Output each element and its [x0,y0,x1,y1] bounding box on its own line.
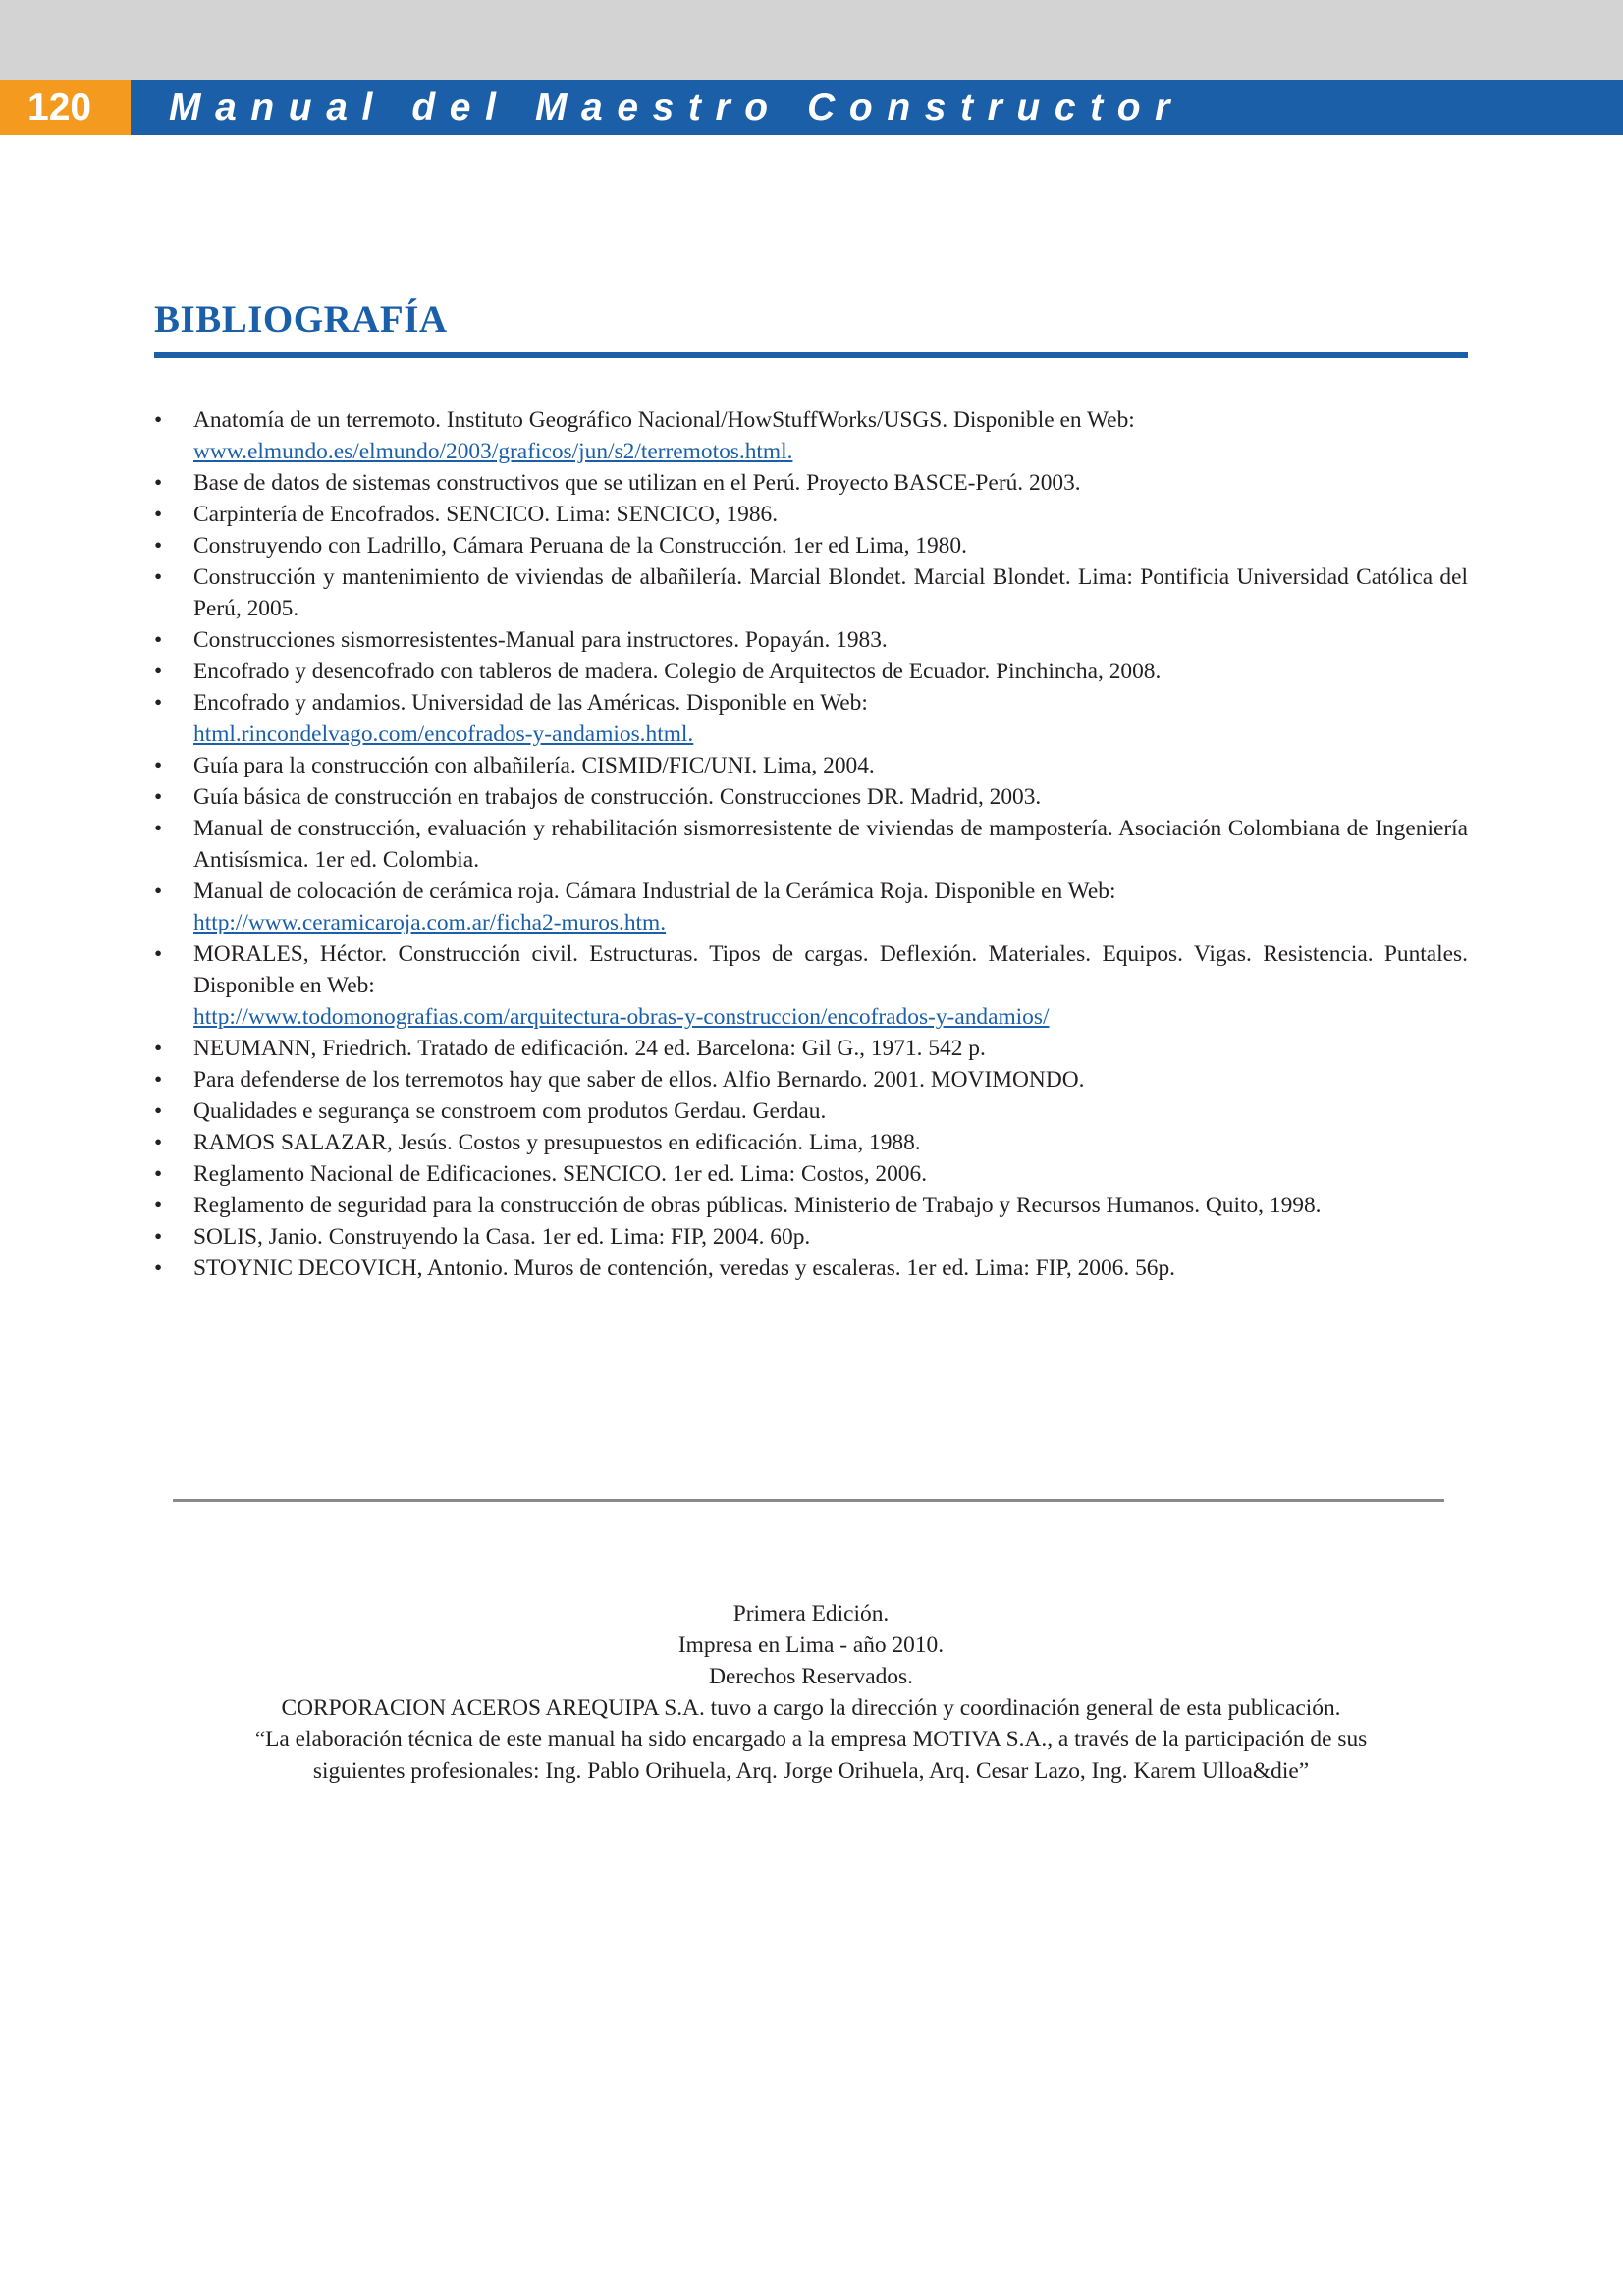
footer-divider [173,1499,1444,1502]
bullet-icon: • [154,659,163,684]
bibliography-entry [154,467,1468,499]
bibliography-list [154,404,1468,1284]
bullet-icon: • [154,1067,163,1093]
colophon-line: Derechos Reservados. [709,1664,913,1689]
bibliography-entry [154,938,1468,1033]
bullet-icon: • [154,564,163,590]
bibliography-entry [154,1095,1468,1127]
bibliography-entry-text: NEUMANN, Friedrich. Tratado de edificación. 24 ed. Barcelona: Gil G., 1971. 542 p. [193,1036,986,1061]
bullet-icon: • [154,407,163,433]
bibliography-entry-text: Qualidades e segurança se constroem com produtos Gerdau. Gerdau. [193,1098,827,1124]
bullet-icon: • [154,533,163,559]
bullet-icon: • [154,690,163,716]
bibliography-entry-link[interactable]: www.elmundo.es/elmundo/2003/graficos/jun/s2/terremotos.html. [193,439,793,464]
bullet-icon: • [154,941,163,967]
bibliography-entry [154,876,1468,938]
bullet-icon: • [154,1255,163,1281]
colophon-line: siguientes profesionales: Ing. Pablo Orihuela, Arq. Jorge Orihuela, Arq. Cesar Lazo, Ing. Karem Ulloa&die” [312,1758,1310,1784]
colophon [154,1598,1468,1787]
bibliography-entry [154,561,1468,624]
bullet-icon: • [154,816,163,841]
bullet-icon: • [154,627,163,653]
bibliography-entry-text: Guía para la construcción con albañilería. CISMID/FIC/UNI. Lima, 2004. [193,753,875,778]
bibliography-entry [154,1190,1468,1221]
bibliography-entry-text: Para defenderse de los terremotos hay que saber de ellos. Alfio Bernardo. 2001. MOVIMONDO. [193,1067,1085,1093]
bibliography-entry-text: SOLIS, Janio. Construyendo la Casa. 1er ed. Lima: FIP, 2004. 60p. [193,1224,811,1250]
bibliography-entry-text: Construyendo con Ladrillo, Cámara Peruana de la Construcción. 1er ed Lima, 1980. [193,533,967,559]
bibliography-entry-text: Guía básica de construcción en trabajos de construcción. Construcciones DR. Madrid, 2003. [193,784,1042,810]
bibliography-entry-text: Encofrado y andamios. Universidad de las Américas. Disponible en Web: [193,690,868,716]
bullet-icon: • [154,1193,163,1218]
bibliography-entry [154,1158,1468,1190]
bullet-icon: • [154,784,163,810]
bibliography-entry [154,687,1468,750]
bibliography-entry-text: Construcción y mantenimiento de viviendas de albañilería. Marcial Blondet. Marcial Blondet. Lima: Pontificia Universidad Católica del Perú, 2005. [193,564,1468,621]
page-number: 120 [0,80,131,135]
bullet-icon: • [154,879,163,904]
top-gray-band [0,0,1623,80]
bibliography-entry [154,656,1468,687]
bullet-icon: • [154,1130,163,1155]
bibliography-entry-text: STOYNIC DECOVICH, Antonio. Muros de contención, veredas y escaleras. 1er ed. Lima: FIP, 2006. 56p. [193,1255,1176,1281]
bibliography-entry [154,499,1468,530]
bullet-icon: • [154,502,163,527]
bibliography-entry-text: Manual de construcción, evaluación y rehabilitación sismorresistente de viviendas de mampostería. Asociación Colombiana de Ingeniería Antisísmica. 1er ed. Colombia. [193,816,1468,873]
bibliography-entry-text: Anatomía de un terremoto. Instituto Geográfico Nacional/HowStuffWorks/USGS. Disponible en Web: [193,407,1135,433]
bibliography-entry [154,1033,1468,1064]
title-divider [154,352,1468,358]
bibliography-entry [154,1127,1468,1158]
bibliography-entry [154,530,1468,561]
bibliography-entry-text: Reglamento Nacional de Edificaciones. SENCICO. 1er ed. Lima: Costos, 2006. [193,1161,928,1187]
bibliography-entry-link[interactable]: html.rincondelvago.com/encofrados-y-andamios.html. [193,721,694,747]
bibliography-entry [154,1064,1468,1095]
bullet-icon: • [154,1224,163,1250]
bullet-icon: • [154,1098,163,1124]
bibliography-entry-text: Base de datos de sistemas constructivos que se utilizan en el Perú. Proyecto BASCE-Perú. 2003. [193,470,1081,496]
bibliography-entry-text: Encofrado y desencofrado con tableros de madera. Colegio de Arquitectos de Ecuador. Pinchincha, 2008. [193,659,1162,684]
bibliography-entry-text: MORALES, Héctor. Construcción civil. Estructuras. Tipos de cargas. Deflexión. Materiales. Equipos. Vigas. Resistencia. Puntales. Disponible en Web: [193,941,1468,998]
header-title: Manual del Maestro Constructor [169,86,1184,129]
bibliography-entry-text: Manual de colocación de cerámica roja. Cámara Industrial de la Cerámica Roja. Disponible en Web: [193,879,1116,904]
bibliography-entry [154,781,1468,813]
colophon-line: CORPORACION ACEROS AREQUIPA S.A. tuvo a cargo la dirección y coordinación general de esta publicación. [281,1695,1341,1721]
colophon-line: “La elaboración técnica de este manual ha sido encargado a la empresa MOTIVA S.A., a través de la participación de sus [254,1727,1368,1752]
bibliography-entry-text: Construcciones sismorresistentes-Manual para instructores. Popayán. 1983. [193,627,888,653]
bibliography-entry-text: Carpintería de Encofrados. SENCICO. Lima: SENCICO, 1986. [193,502,779,527]
bullet-icon: • [154,470,163,496]
section-title: BIBLIOGRAFÍA [154,298,448,341]
colophon-line: Impresa en Lima - año 2010. [677,1632,945,1658]
bibliography-entry [154,813,1468,876]
bullet-icon: • [154,1161,163,1187]
bibliography-entry [154,1253,1468,1284]
bibliography-entry [154,750,1468,781]
bibliography-entry [154,404,1468,467]
bibliography-entry [154,1221,1468,1253]
colophon-line: Primera Edición. [732,1601,890,1627]
bullet-icon: • [154,1036,163,1061]
bibliography-entry [154,624,1468,656]
bibliography-entry-text: RAMOS SALAZAR, Jesús. Costos y presupuestos en edificación. Lima, 1988. [193,1130,921,1155]
bibliography-entry-link[interactable]: http://www.todomonografias.com/arquitectura-obras-y-construccion/encofrados-y-andamios/ [193,1004,1050,1030]
bullet-icon: • [154,753,163,778]
bibliography-entry-text: Reglamento de seguridad para la construcción de obras públicas. Ministerio de Trabajo y Recursos Humanos. Quito, 1998. [193,1193,1322,1218]
bibliography-entry-link[interactable]: http://www.ceramicaroja.com.ar/ficha2-muros.htm. [193,910,667,935]
